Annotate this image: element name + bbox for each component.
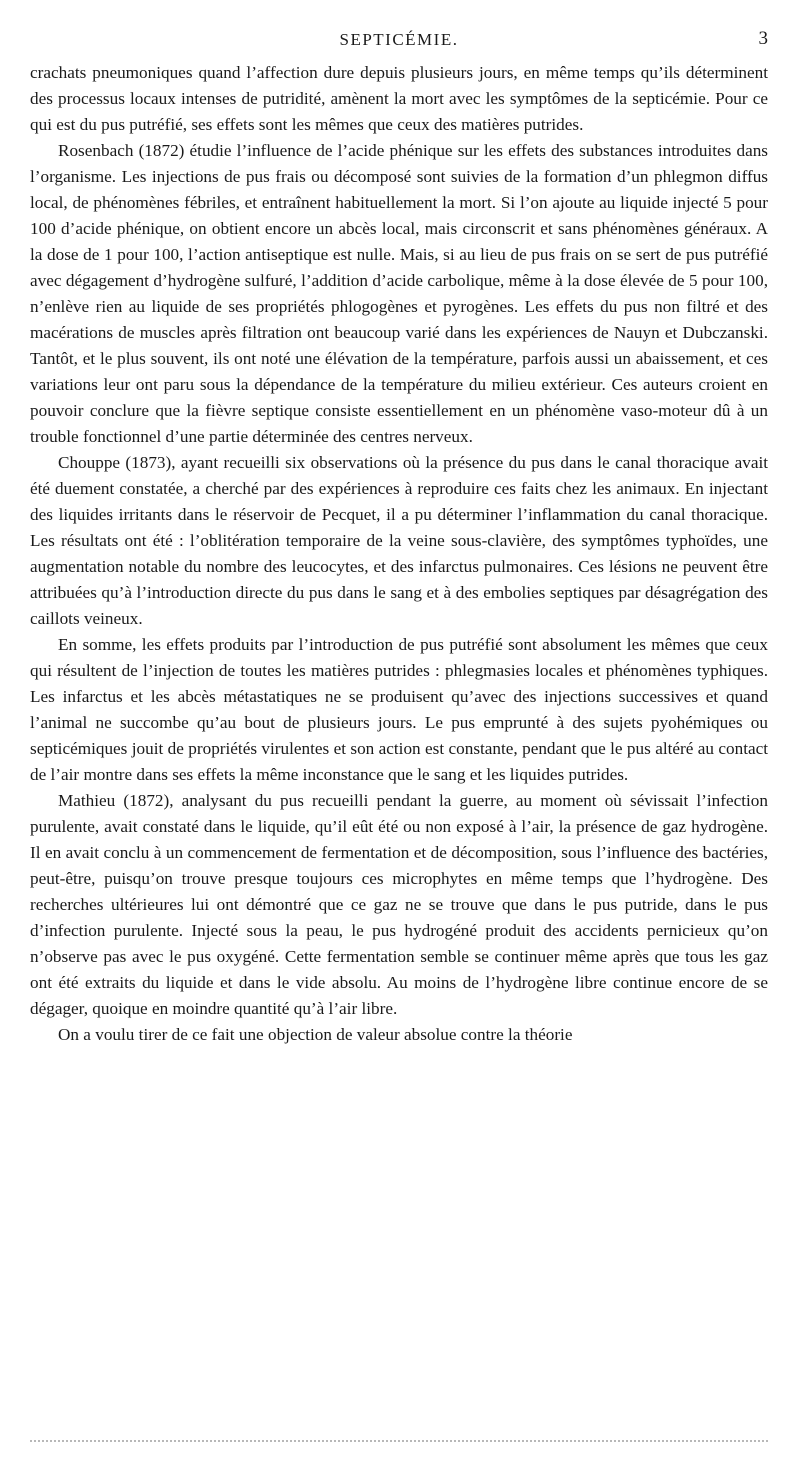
paragraph-mathieu: Mathieu (1872), analysant du pus recueilli pendant la guerre, au moment où sévissait l’infection purulente, avait constaté dans le liquide, qu’il eût été ou non exposé à l’air, la présence de gaz hydrogène. Il en avait conclu à un commencement de fermentation et de décomposition, sous l’influence des bactéries, peut-être, puisqu’on trouve presque toujours ces microphytes en même temps que l’hydrogène. Des recherches ultérieures lui ont démontré que ce gaz ne se trouve que dans le pus putride, dans le pus d’infection purulente. Injecté sous la peau, le pus hydrogéné produit des accidents pernicieux qu’on n’observe pas avec le pus oxygéné. Cette fermentation semble se continuer même après que tous les gaz ont été extraits du liquide et dans le vide absolu. Au moins de l’hydrogène libre continue encore de se dégager, quoique en moindre quantité qu’à l’air libre. <box>30 791 768 1018</box>
footer-dotted-rule <box>30 1440 768 1442</box>
paragraph-continuation: crachats pneumoniques quand l’affection dure depuis plusieurs jours, en même temps qu’ils déterminent des processus locaux intenses de putridité, amènent la mort avec les symptômes de la septicémie. Pour ce qui est du pus putréfié, ses effets sont les mêmes que ceux des matières putrides. <box>30 63 768 134</box>
body-text <box>30 60 768 1048</box>
paragraph-en-somme: En somme, les effets produits par l’introduction de pus putréfié sont absolument les mêmes que ceux qui résultent de l’injection de toutes les matières putrides : phlegmasies locales et phénomènes typhiques. Les infarctus et les abcès métastatiques ne se produisent qu’avec des injections successives et quand l’animal ne succombe qu’au bout de plusieurs jours. Le pus emprunté à des sujets pyohémiques ou septicémiques jouit de propriétés virulentes et son action est constante, pendant que le pus altéré au contact de l’air montre dans ses effets la même inconstance que le sang et les liquides putrides. <box>30 635 768 784</box>
page-header <box>30 0 768 56</box>
paragraph-rosenbach: Rosenbach (1872) étudie l’influence de l’acide phénique sur les effets des substances introduites dans l’organisme. Les injections de pus frais ou décomposé sont suivies de la formation d’un phlegmon diffus local, de phénomènes fébriles, et entraînent habituellement la mort. Si l’on ajoute au liquide injecté 5 pour 100 d’acide phénique, on obtient encore un abcès local, mais circonscrit et sans phénomènes généraux. A la dose de 1 pour 100, l’action antiseptique est nulle. Mais, si au lieu de pus frais on se sert de pus putréfié avec dégagement d’hydrogène sulfuré, l’addition d’acide carbolique, même à la dose élevée de 5 pour 100, n’enlève rien au liquide de ses propriétés phlogogènes et pyrogènes. Les effets du pus non filtré et des macérations de muscles après filtration ont beaucoup varié dans les expériences de Nauyn et Dubczanski. Tantôt, et le plus souvent, ils ont noté une élévation de la température, parfois aussi un abaissement, et ces variations leur ont paru sous la dépendance de la température du milieu extérieur. Ces auteurs croient en pouvoir conclure que la fièvre septique consiste essentiellement en un phénomène vaso-moteur dû à un trouble fonctionnel d’une partie déterminée des centres nerveux. <box>30 141 768 446</box>
running-title: SEPTICÉMIE. <box>339 30 459 49</box>
page-number: 3 <box>758 28 768 49</box>
paragraph-chouppe: Chouppe (1873), ayant recueilli six observations où la présence du pus dans le canal thoracique avait été duement constatée, a cherché par des expériences à reproduire ces faits chez les animaux. En injectant des liquides irritants dans le réservoir de Pecquet, il a pu déterminer l’inflammation du canal thoracique. Les résultats ont été : l’oblitération temporaire de la veine sous-clavière, des symptômes typhoïdes, une augmentation notable du nombre des leucocytes, et des infarctus pulmonaires. Ces lésions ne peuvent être attribuées qu’à l’introduction directe du pus dans le sang et à des embolies septiques par désagrégation des caillots veineux. <box>30 453 768 628</box>
book-page <box>30 0 768 1477</box>
paragraph-objection: On a voulu tirer de ce fait une objection de valeur absolue contre la théorie <box>58 1025 573 1044</box>
